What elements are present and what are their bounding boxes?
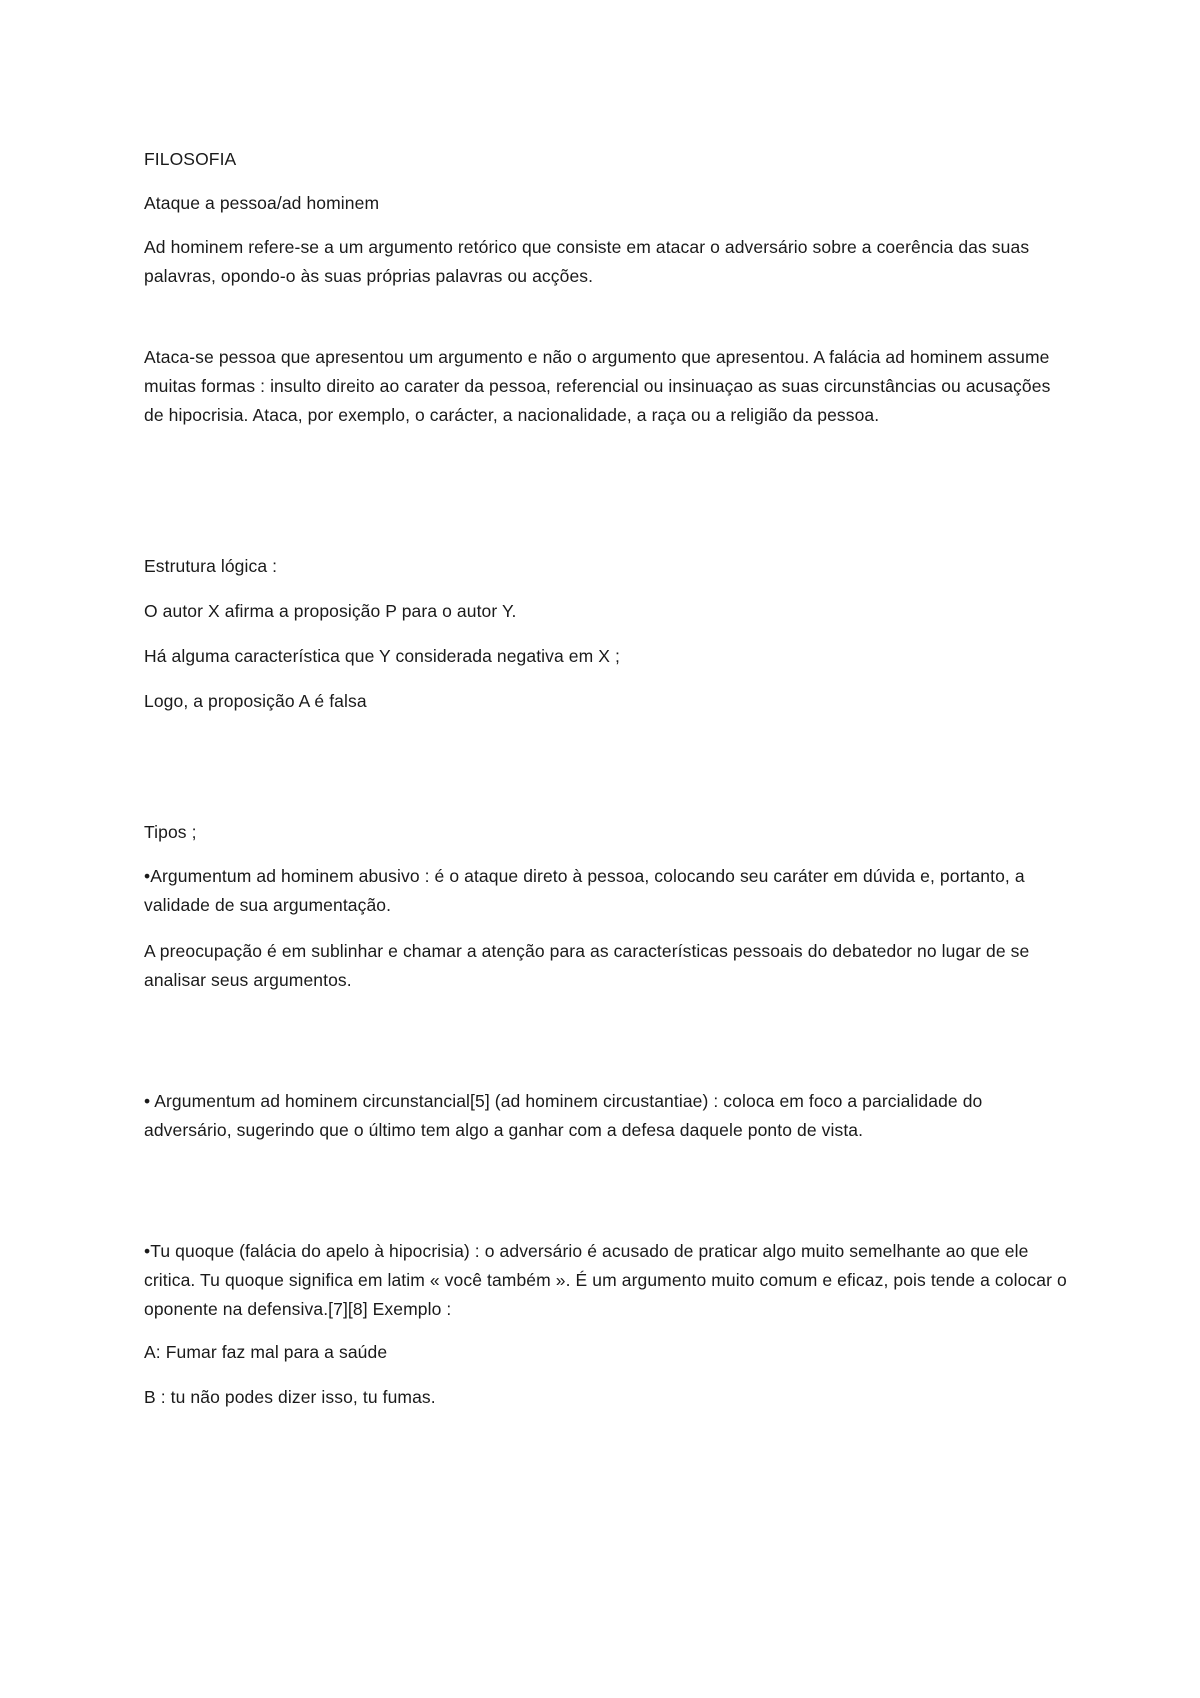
types-heading: Tipos ;: [144, 822, 197, 842]
document-subtitle: Ataque a pessoa/ad hominem: [144, 193, 380, 213]
example-b: B : tu não podes dizer isso, tu fumas.: [144, 1387, 436, 1407]
structure-line-2: Há alguma característica que Y considerada negativa em X ;: [144, 646, 620, 666]
intro-paragraph-block: [144, 233, 1074, 291]
structure-line-3: Logo, a proposição A é falsa: [144, 691, 367, 711]
intro-paragraph: Ad hominem refere-se a um argumento retórico que consiste em atacar o adversário sobre a coerência das suas palavras, opondo-o às suas próprias palavras ou acções.: [144, 237, 1030, 286]
second-paragraph: Ataca-se pessoa que apresentou um argumento e não o argumento que apresentou. A falácia ad hominem assume muitas formas : insulto direito ao carater da pessoa, referencial ou insinuaçao as suas circunstâncias ou acusações de hipocrisia. Ataca, por exemplo, o carácter, a nacionalidade, a raça ou a religião da pessoa.: [144, 347, 1051, 425]
type-2-block: [144, 1087, 1074, 1145]
document-title-block: [144, 145, 1074, 174]
document-subtitle-block: [144, 189, 1074, 218]
type-1-paragraph: •Argumentum ad hominem abusivo : é o ataque direto à pessoa, colocando seu caráter em dúvida e, portanto, a validade de sua argumentação.: [144, 866, 1025, 915]
second-paragraph-block: [144, 343, 1074, 430]
structure-line-3-block: [144, 687, 1074, 716]
structure-line-1-block: [144, 597, 1074, 626]
structure-heading-block: [144, 552, 1074, 581]
structure-line-2-block: [144, 642, 1074, 671]
type-1-block: [144, 862, 1074, 920]
type-1-note-block: [144, 937, 1074, 995]
type-3-block: [144, 1237, 1074, 1324]
example-a: A: Fumar faz mal para a saúde: [144, 1342, 388, 1362]
example-a-block: [144, 1338, 1074, 1367]
document-title: FILOSOFIA: [144, 149, 237, 169]
example-b-block: [144, 1383, 1074, 1412]
types-heading-block: [144, 818, 1074, 847]
type-2-paragraph: • Argumentum ad hominem circunstancial[5] (ad hominem circustantiae) : coloca em foco a parcialidade do adversário, sugerindo que o último tem algo a ganhar com a defesa daquele ponto de vista.: [144, 1091, 983, 1140]
type-1-note: A preocupação é em sublinhar e chamar a atenção para as características pessoais do debatedor no lugar de se analisar seus argumentos.: [144, 941, 1030, 990]
structure-line-1: O autor X afirma a proposição P para o autor Y.: [144, 601, 517, 621]
type-3-paragraph: •Tu quoque (falácia do apelo à hipocrisia) : o adversário é acusado de praticar algo muito semelhante ao que ele critica. Tu quoque significa em latim « você também ». É um argumento muito comum e eficaz, pois tende a colocar o oponente na defensiva.[7][8] Exemplo :: [144, 1241, 1067, 1319]
structure-heading: Estrutura lógica :: [144, 556, 278, 576]
